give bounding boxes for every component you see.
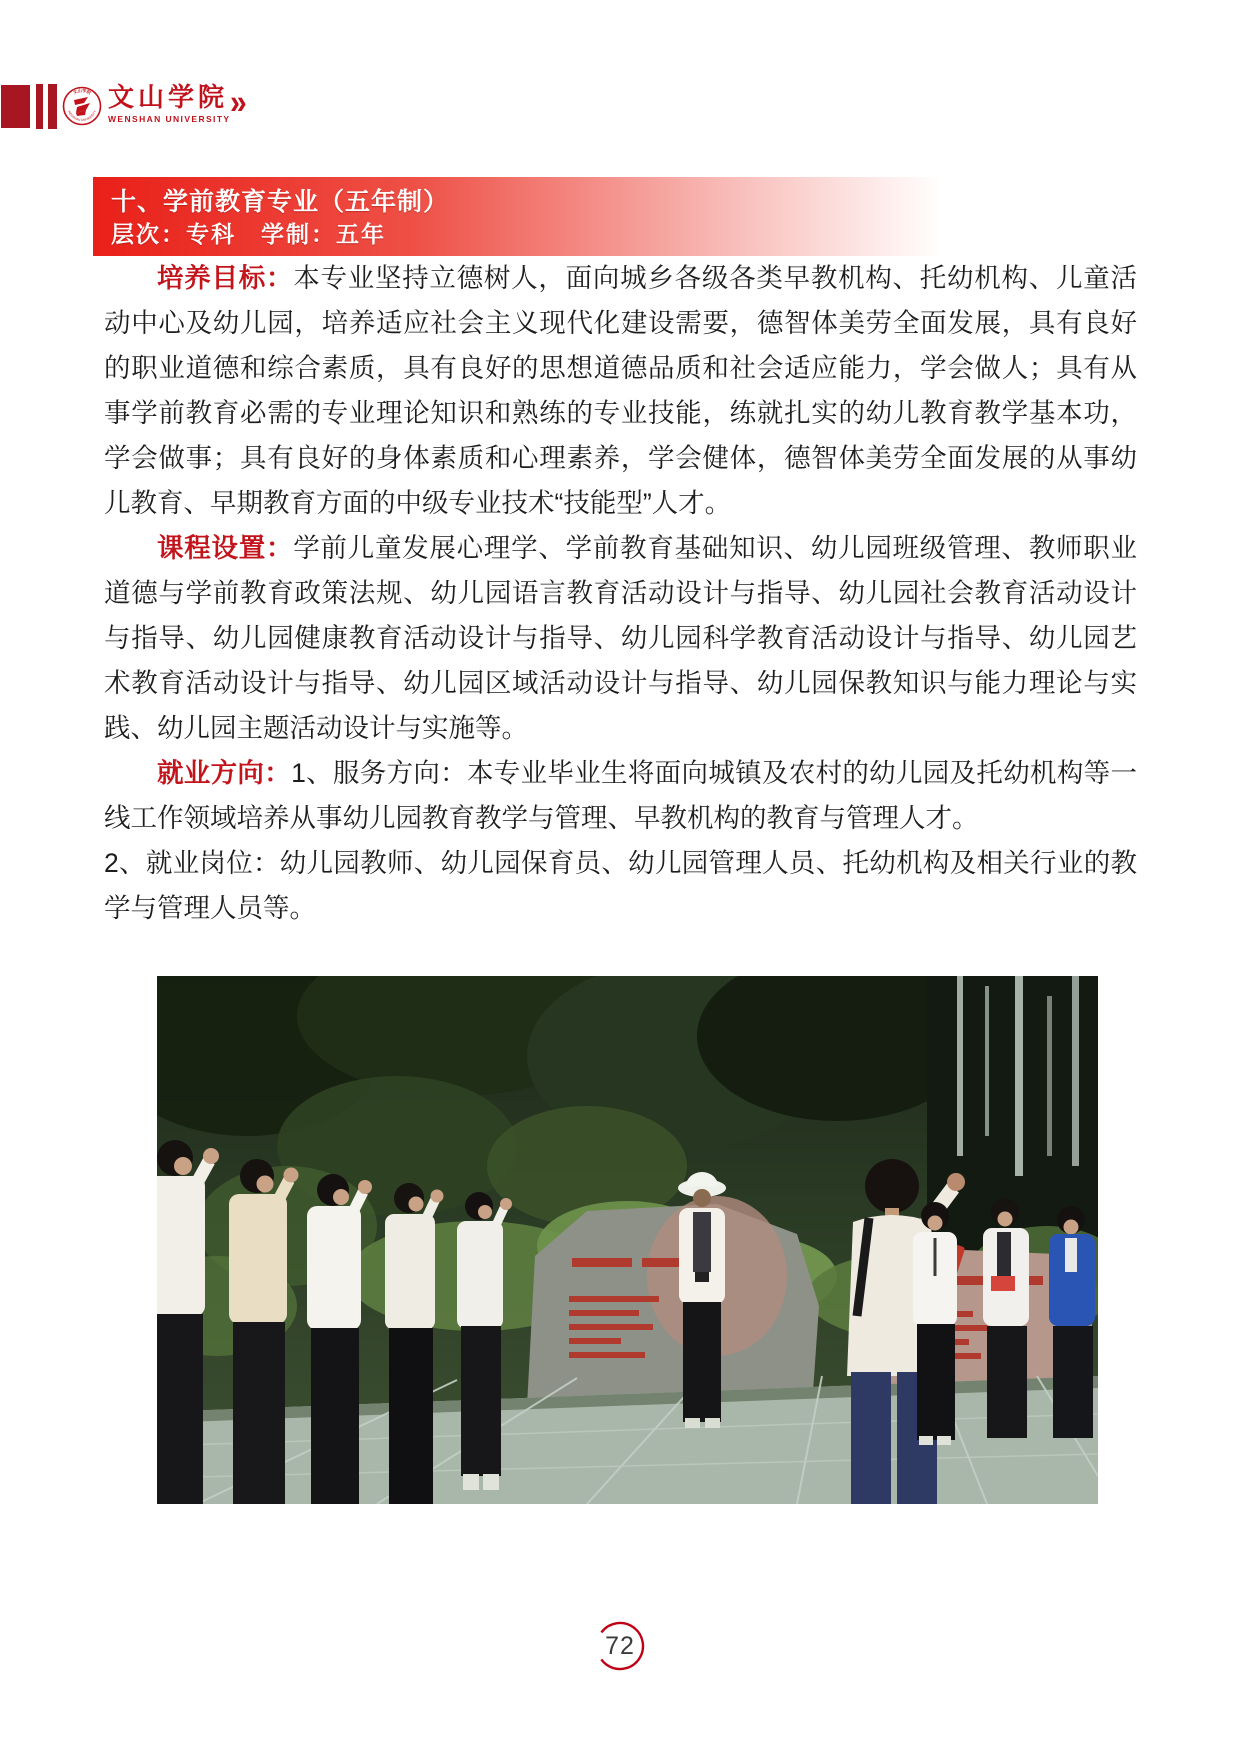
inscribed-rock-center (527, 1196, 819, 1406)
header-accent-bar-thin-2 (48, 84, 57, 129)
paragraph-label: 培养目标： (157, 263, 294, 293)
brand-name-en: WENSHAN UNIVERSITY (108, 114, 231, 124)
paragraph-label: 就业方向： (157, 758, 292, 788)
paragraph-text: 1、服务方向：本专业毕业生将面向城镇及农村的幼儿园及托幼机构等一线工作领域培养从事幼儿园教育教学与管理、早教机构的教育与管理人才。 (104, 758, 1137, 833)
paragraph-label: 课程设置： (157, 533, 294, 563)
header-accent-bar-thin-1 (36, 84, 43, 129)
paragraph-text: 本专业坚持立德树人，面向城乡各级各类早教机构、托幼机构、儿童活动中心及幼儿园，培养适应社会主义现代化建设需要，德智体美劳全面发展，具有良好的职业道德和综合素质，具有良好的思想道德品质和社会适应能力，学会做人；具有从事学前教育必需的专业理论知识和熟练的专业技能，练就扎实的幼儿教育教学基本功，学会做事；具有良好的身体素质和心理素养，学会健体，德智体美劳全面发展的从事幼儿教育、早期教育方面的中级专业技术“技能型”人才。 (104, 263, 1138, 518)
section-subtitle: 层次：专科 学制：五年 (111, 221, 386, 247)
students-oath-photo-illustration (157, 976, 1098, 1504)
paragraph-employment-posts (104, 841, 1137, 931)
university-seal-logo (62, 86, 102, 126)
paragraph-training-objective (104, 256, 1137, 526)
paragraph-text: 学前儿童发展心理学、学前教育基础知识、幼儿园班级管理、教师职业道德与学前教育政策法规、幼儿园语言教育活动设计与指导、幼儿园社会教育活动设计与指导、幼儿园健康教育活动设计与指导、幼儿园科学教育活动设计与指导、幼儿园艺术教育活动设计与指导、幼儿园区域活动设计与指导、幼儿园保教知识与能力理论与实践、幼儿园主题活动设计与实施等。 (104, 533, 1138, 743)
paragraph-courses (104, 526, 1137, 751)
students-oath-photo (157, 976, 1098, 1504)
brand-name-cn: 文山学院 (108, 83, 229, 112)
body-text (104, 256, 1137, 931)
double-chevron-icon: » (230, 83, 247, 122)
seal-top-text: 文山学院 (72, 87, 92, 96)
section-title: 十、学前教育专业（五年制） (111, 188, 450, 216)
section-banner (93, 177, 1241, 256)
seal-bottom-text: WENSHAN UNIVERSITY (66, 109, 98, 123)
student-with-sun-hat (678, 1172, 726, 1428)
paragraph-employment (104, 751, 1137, 841)
page-number: 72 (605, 1631, 635, 1660)
paragraph-text: 2、就业岗位：幼儿园教师、幼儿园保育员、幼儿园管理人员、托幼机构及相关行业的教学与管理人员等。 (104, 848, 1137, 923)
header-accent-bar-large (1, 85, 30, 128)
page-number-badge (594, 1620, 646, 1672)
student-group-right (913, 1198, 1095, 1445)
